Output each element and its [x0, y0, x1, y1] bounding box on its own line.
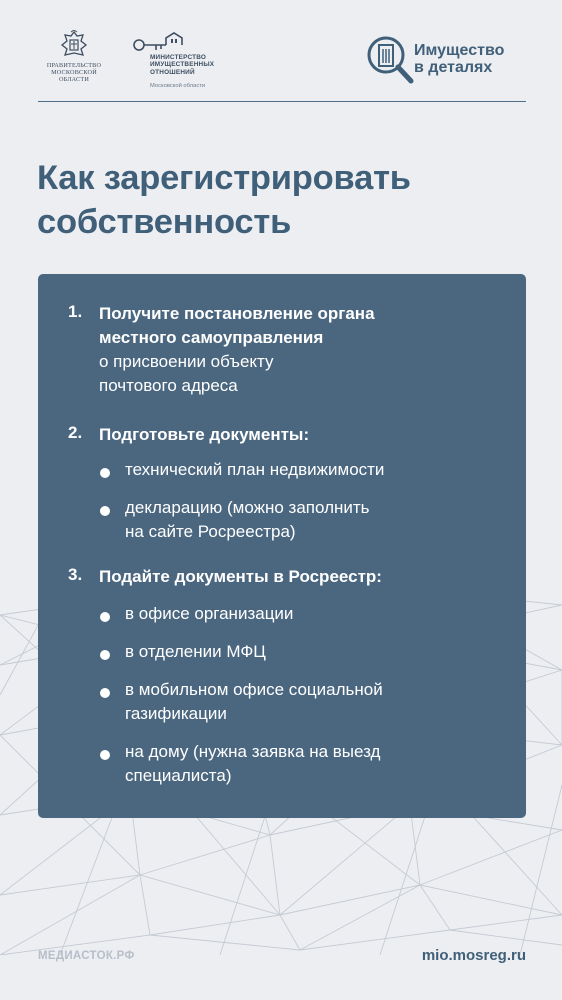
building-magnifier-icon [366, 34, 416, 86]
list-item-text: в офисе организации [125, 604, 294, 623]
list-item-text: в мобильном офисе социальной газификации [125, 680, 383, 723]
government-logo-text: ПРАВИТЕЛЬСТВО МОСКОВСКОЙ ОБЛАСТИ [46, 62, 102, 84]
step-body: о присвоении объекту почтового адреса [99, 352, 274, 395]
bullet-icon [100, 750, 110, 760]
list-item-text: на дому (нужна заявка на выезд специалиста) [125, 742, 381, 785]
bullet-icon [100, 612, 110, 622]
ministry-logo-text: МИНИСТЕРСТВО ИМУЩЕСТВЕННЫХ ОТНОШЕНИЙ [150, 54, 215, 76]
footer-source: МЕДИАСТОК.РФ [38, 950, 135, 962]
header [38, 30, 526, 102]
coat-of-arms-icon [59, 30, 89, 60]
bullet-icon [100, 650, 110, 660]
bullet-icon [100, 468, 110, 478]
government-logo [38, 30, 110, 94]
step-number: 2. [68, 423, 83, 442]
list-item-text: декларацию (можно заполнить на сайте Росреестра) [125, 498, 370, 541]
ministry-logo-subtitle: Московской области [150, 83, 206, 89]
step-heading: Получите постановление органа местного самоуправления [99, 304, 375, 347]
bullet-icon [100, 688, 110, 698]
bullet-icon [100, 506, 110, 516]
step-heading: Подайте документы в Росреестр: [99, 567, 382, 586]
footer-website-link[interactable]: mio.mosreg.ru [421, 947, 526, 964]
step-heading: Подготовьте документы: [99, 425, 310, 444]
page-title: Как зарегистрировать собственность [37, 159, 411, 241]
project-logo-text: Имущество в деталях [414, 42, 505, 76]
step-number: 3. [68, 565, 83, 584]
ministry-logo [132, 32, 242, 94]
step-number: 1. [68, 302, 83, 321]
key-house-icon [132, 32, 188, 54]
header-divider [38, 101, 526, 102]
instructions-card [38, 274, 526, 818]
list-item-text: в отделении МФЦ [125, 642, 266, 661]
list-item-text: технический план недвижимости [125, 460, 385, 479]
